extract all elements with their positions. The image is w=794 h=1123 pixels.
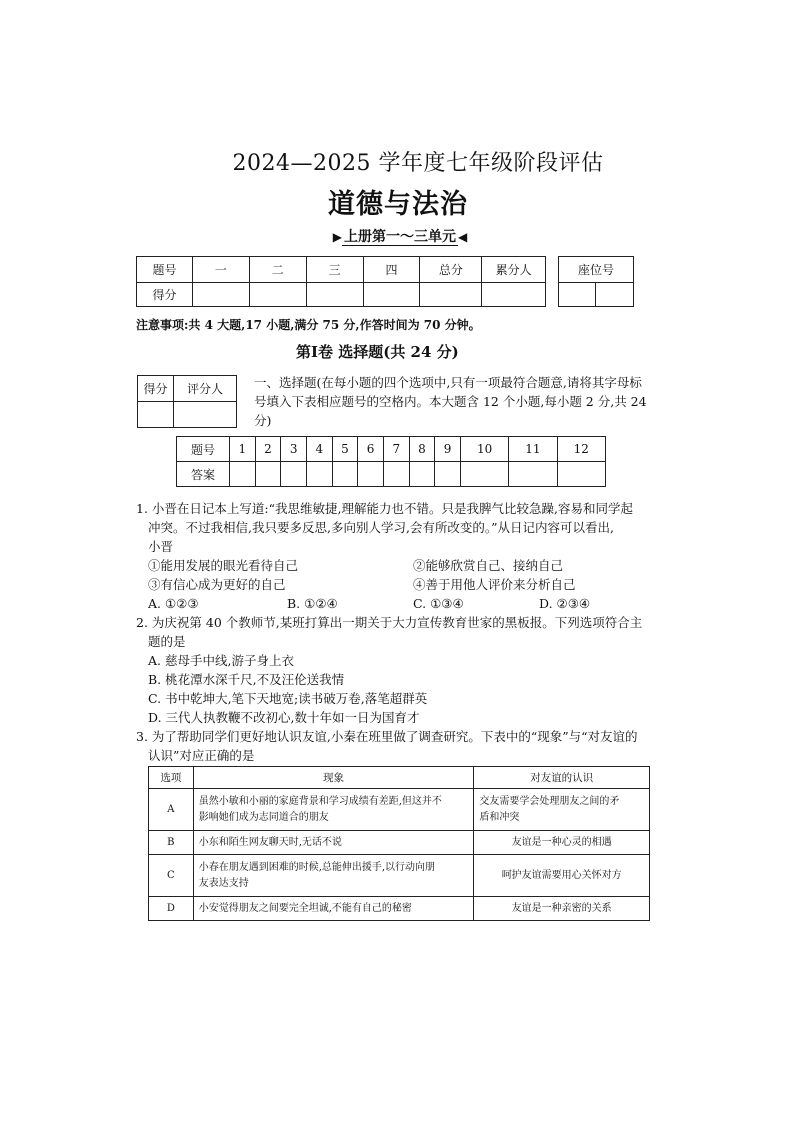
table-row	[149, 897, 650, 921]
answer-num-cell: 4	[306, 437, 332, 462]
answer-blank-cell[interactable]	[306, 462, 332, 487]
q3-recognition-cell: 友谊是一种心灵的相遇	[474, 831, 650, 855]
score-row-label: 得分	[137, 283, 193, 307]
q3-header-cell: 对友谊的认识	[474, 767, 650, 789]
answer-num-cell: 11	[509, 437, 557, 462]
triangle-left-icon: ◀	[458, 230, 468, 244]
score-header-cell: 累分人	[482, 257, 546, 283]
score-header-cell: 二	[249, 257, 306, 283]
answer-num-cell: 7	[383, 437, 409, 462]
q1-option-d[interactable]: D. ②③④	[539, 596, 591, 611]
answer-num-cell: 2	[255, 437, 281, 462]
q3-recognition-cell: 交友需要学会处理朋友之间的矛 盾和冲突	[474, 789, 650, 831]
score-blank-cell[interactable]	[482, 283, 546, 307]
q3-stem-line: 3. 为了帮助同学们更好地认识友谊,小秦在班里做了调查研究。下表中的“现象”与“对友谊的	[136, 729, 638, 744]
scope-label	[230, 226, 570, 246]
q1-statement: ①能用发展的眼光看待自己	[148, 558, 299, 573]
q3-option-cell[interactable]: C	[149, 855, 194, 897]
score-header-cell: 总分	[420, 257, 482, 283]
answer-blank-cell[interactable]	[435, 462, 461, 487]
q3-phenomenon-cell: 虽然小敏和小丽的家庭背景和学习成绩有差距,但这并不 影响她们成为志同道合的朋友	[193, 789, 474, 831]
q3-option-cell[interactable]: B	[149, 831, 194, 855]
q3-phenomenon-cell: 小东和陌生网友聊天时,无话不说	[193, 831, 474, 855]
score-blank-cell[interactable]	[420, 283, 482, 307]
answer-table	[176, 436, 606, 487]
answer-num-cell: 1	[230, 437, 256, 462]
table-row	[149, 855, 650, 897]
answer-num-cell: 3	[281, 437, 307, 462]
q1-stem-line: 1. 小晋在日记本上写道:“我思维敏捷,理解能力也不错。只是我脾气比较急躁,容易和同学起	[136, 501, 633, 516]
answer-blank-cell[interactable]	[332, 462, 358, 487]
seat-blank-cell[interactable]	[596, 283, 634, 307]
q1-option-a[interactable]: A. ①②③	[148, 596, 199, 611]
q2-option-b[interactable]: B. 桃花潭水深千尺,不及汪伦送我情	[148, 672, 345, 687]
answer-blank-cell[interactable]	[557, 462, 605, 487]
seat-table	[558, 256, 634, 307]
answer-blank-cell[interactable]	[409, 462, 435, 487]
table-row	[149, 831, 650, 855]
exam-notice: 注意事项:共 4 大题,17 小题,满分 75 分,作答时间为 70 分钟。	[136, 318, 481, 332]
score-blank-cell[interactable]	[249, 283, 306, 307]
subject-title: 道德与法治	[328, 189, 468, 220]
answer-blank-cell[interactable]	[509, 462, 557, 487]
q3-recognition-cell: 友谊是一种亲密的关系	[474, 897, 650, 921]
score-blank-cell[interactable]	[192, 283, 249, 307]
q3-stem-line: 认识”对应正确的是	[148, 748, 255, 763]
grader-blank-cell[interactable]	[138, 402, 174, 428]
q1-option-b[interactable]: B. ①②④	[287, 596, 338, 611]
answer-num-cell: 10	[460, 437, 508, 462]
answer-blank-cell[interactable]	[230, 462, 256, 487]
q2-stem-line: 2. 为庆祝第 40 个教师节,某班打算出一期关于大力宣传教育世家的黑板报。下列选项符合主	[136, 615, 643, 630]
answer-blank-cell[interactable]	[255, 462, 281, 487]
exam-year-title: 2024—2025 学年度七年级阶段评估	[232, 151, 604, 176]
q2-option-d[interactable]: D. 三代人执教鞭不改初心,数十年如一日为国育才	[148, 710, 420, 725]
triangle-right-icon: ▶	[332, 230, 342, 244]
q3-header-cell: 现象	[193, 767, 474, 789]
answer-blank-cell[interactable]	[358, 462, 384, 487]
score-table	[136, 256, 546, 307]
table-row	[149, 789, 650, 831]
grader-blank-cell[interactable]	[174, 402, 237, 428]
grader-table	[137, 375, 237, 428]
q2-stem-line: 题的是	[148, 634, 186, 649]
seat-blank-cell[interactable]	[559, 283, 596, 307]
score-header-cell: 三	[306, 257, 363, 283]
q3-phenomenon-cell: 小安觉得朋友之间要完全坦诚,不能有自己的秘密	[193, 897, 474, 921]
section-instruction: 一、选择题(在每小题的四个选项中,只有一项最符合题意,请将其字母标号填入下表相应题号的空格内。本大题含 12 个小题,每小题 2 分,共 24 分)	[254, 375, 647, 428]
answer-ans-label: 答案	[177, 462, 230, 487]
q1-stem-line: 冲突。不过我相信,我只要多反思,多向别人学习,会有所改变的。”从日记内容可以看出,	[148, 520, 615, 535]
grader-header-cell: 评分人	[174, 376, 237, 402]
q2-option-c[interactable]: C. 书中乾坤大,笔下天地宽;读书破万卷,落笔超群英	[148, 691, 428, 706]
q3-recognition-cell: 呵护友谊需要用心关怀对方	[474, 855, 650, 897]
section-title: 第Ⅰ卷 选择题(共 24 分)	[296, 343, 459, 361]
q3-option-cell[interactable]: D	[149, 897, 194, 921]
answer-num-cell: 12	[557, 437, 605, 462]
score-header-cell: 四	[363, 257, 420, 283]
answer-blank-cell[interactable]	[281, 462, 307, 487]
score-blank-cell[interactable]	[306, 283, 363, 307]
q3-table	[148, 766, 650, 921]
q3-option-cell[interactable]: A	[149, 789, 194, 831]
q1-stem-line: 小晋	[148, 539, 174, 554]
score-blank-cell[interactable]	[363, 283, 420, 307]
q1-statement: ④善于用他人评价来分析自己	[413, 577, 576, 592]
answer-num-cell: 6	[358, 437, 384, 462]
answer-num-cell: 9	[435, 437, 461, 462]
score-header-cell: 一	[192, 257, 249, 283]
q3-phenomenon-cell: 小春在朋友遇到困难的时候,总能伸出援手,以行动向朋 友表达支持	[193, 855, 474, 897]
q1-statement: ②能够欣赏自己、接纳自己	[413, 558, 564, 573]
q1-option-c[interactable]: C. ①③④	[413, 596, 464, 611]
grader-header-cell: 得分	[138, 376, 174, 402]
seat-label: 座位号	[559, 257, 634, 283]
answer-blank-cell[interactable]	[383, 462, 409, 487]
score-header-cell: 题号	[137, 257, 193, 283]
scope-text: 上册第一～三单元	[344, 229, 456, 245]
q2-option-a[interactable]: A. 慈母手中线,游子身上衣	[148, 653, 294, 668]
answer-blank-cell[interactable]	[460, 462, 508, 487]
answer-num-label: 题号	[177, 437, 230, 462]
q3-header-cell: 选项	[149, 767, 194, 789]
answer-num-cell: 8	[409, 437, 435, 462]
answer-num-cell: 5	[332, 437, 358, 462]
q1-statement: ③有信心成为更好的自己	[148, 577, 286, 592]
